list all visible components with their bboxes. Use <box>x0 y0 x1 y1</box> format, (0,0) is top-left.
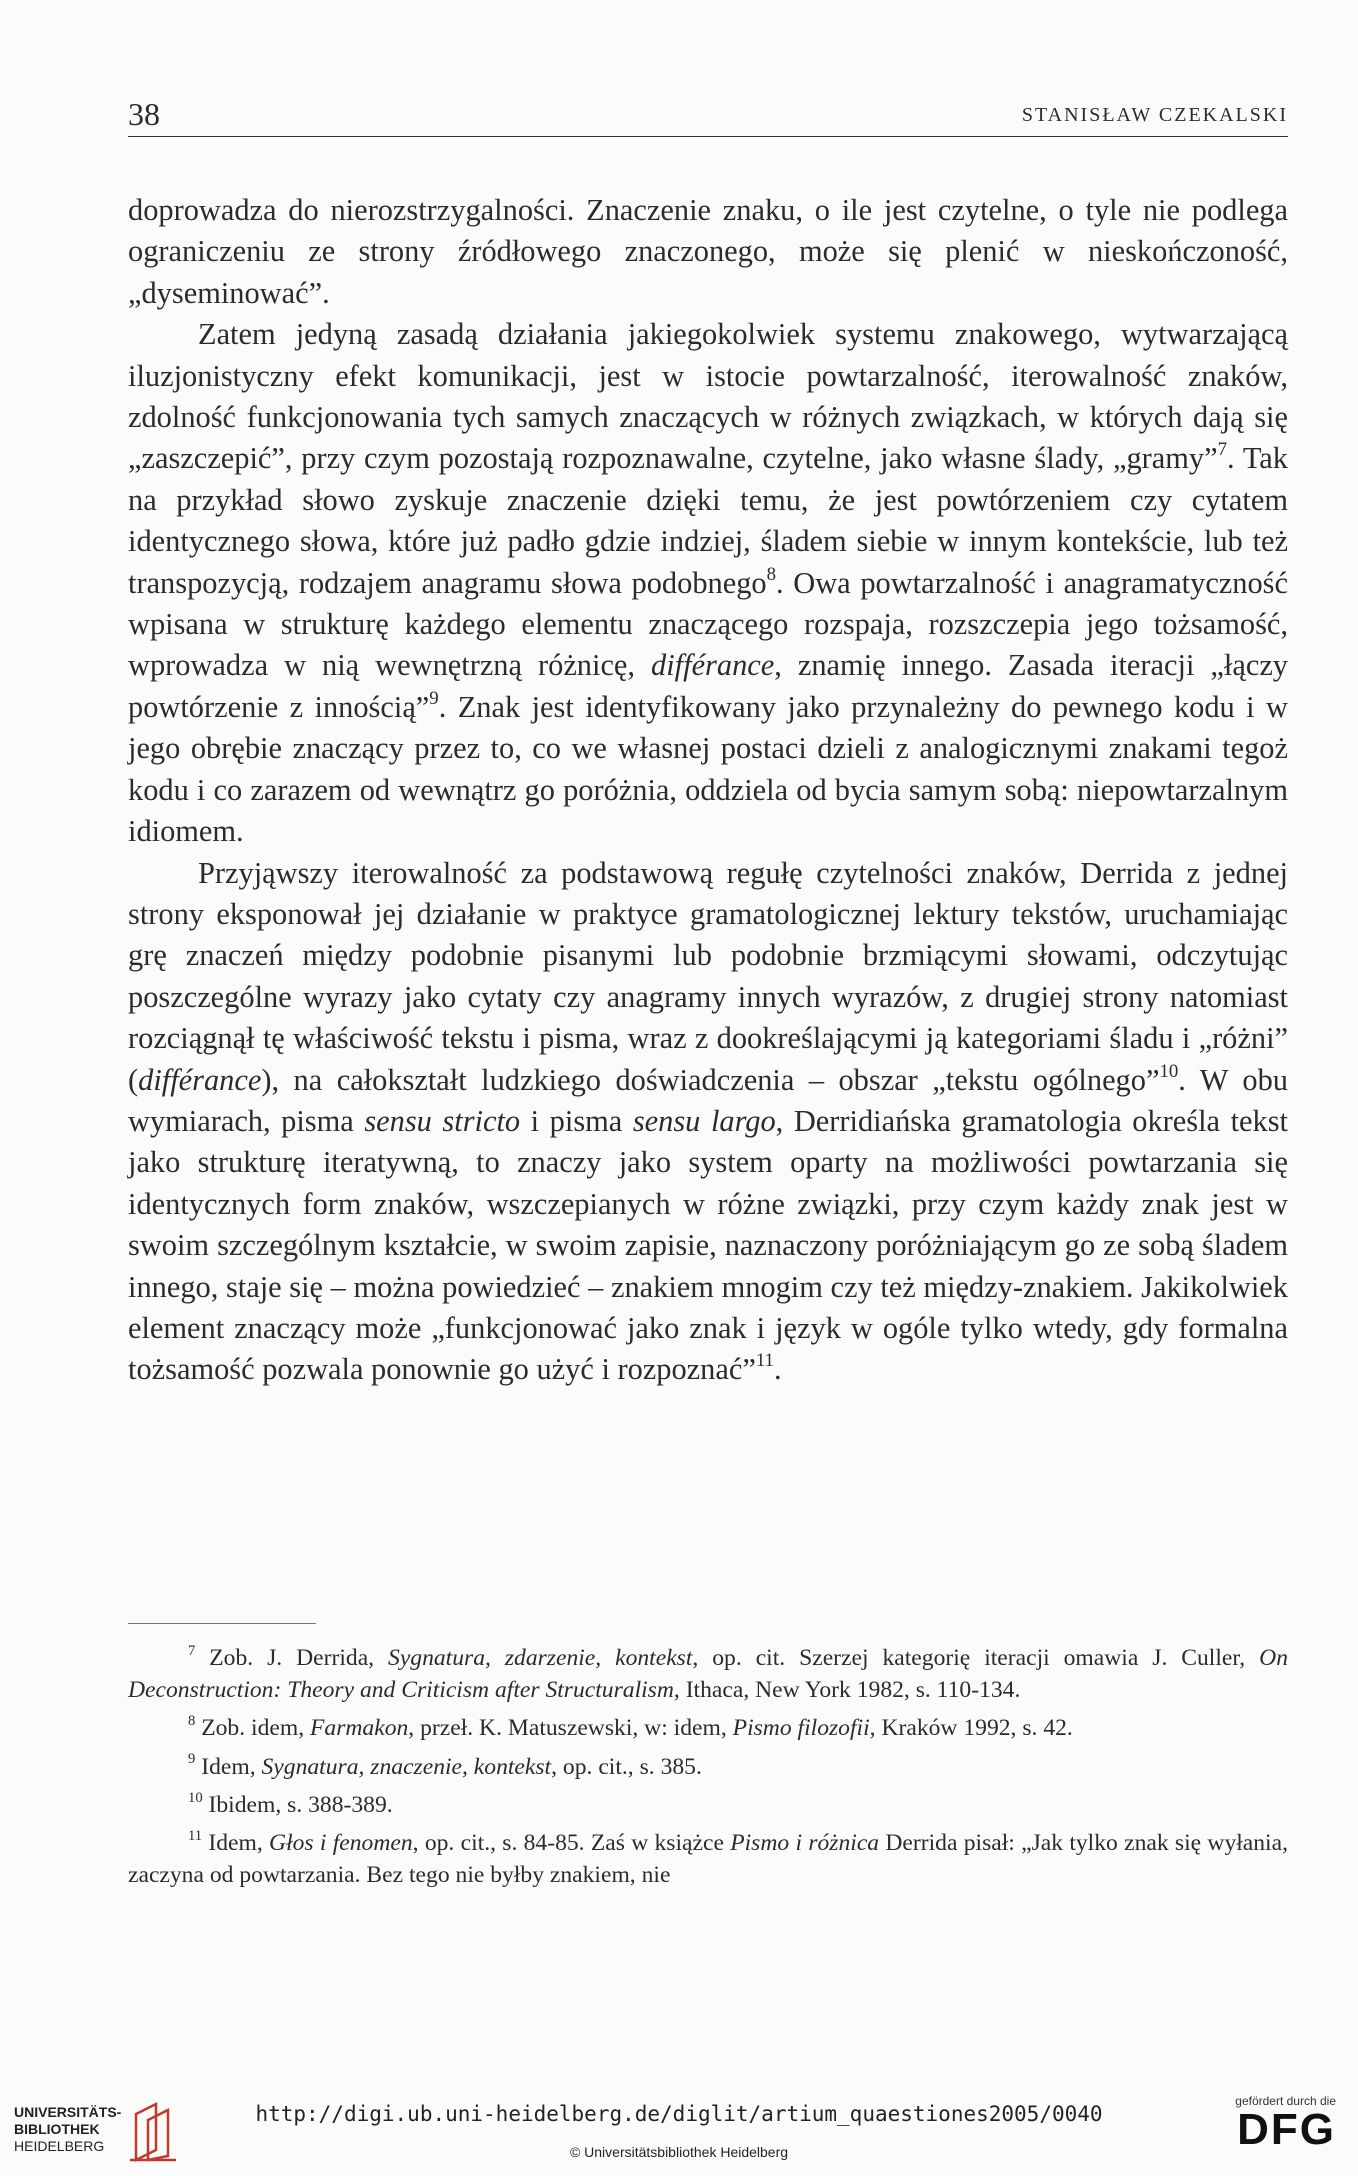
text-run: , Derridiańska gramatologia określa tekst jako strukturę iteratywną, to znaczy jako system oparty na możliwości powtarzania się identycznych form znaków, wszczepianych w różne związki, przy czym każdy znak jest w swoim szczególnym kształcie, w swoim zapisie, naznaczony poróżniającym go ze sobą śladem innego, staje się – można powiedzieć – znakiem mnogim czy też między-znakiem. Jakikolwiek element znaczący może „funkcjonować jako znak i język w ogóle tylko wtedy, gdy formalna tożsamość pozwala ponownie go użyć i rozpoznać” <box>128 1103 1288 1387</box>
text-run: Przyjąwszy iterowalność za podstawową regułę czytelności znaków, Derrida z jednej strony eksponował jej działanie w praktyce gramatologicznej lektury tekstów, uruchamiając grę znaczeń między podobnie pisanymi lub podobnie brzmiącymi słowami, odczytując poszczególne wyrazy jako cytaty czy anagramy innych wyrazów, z drugiej strony natomiast rozciągnął tę właściwość tekstu i pisma, wraz z dookreślającymi ją kategoriami śladu i „różni” ( <box>128 855 1288 1097</box>
digital-library-url[interactable]: http://digi.ub.uni-heidelberg.de/diglit/artium_quaestiones2005/0040 <box>255 2102 1103 2126</box>
italic-text: sensu stricto <box>364 1103 521 1138</box>
footnote-divider <box>128 1623 316 1624</box>
footnote <box>128 1712 1288 1744</box>
text-run: , op. cit. Szerzej kategorię iteracji omawia J. Culler, <box>692 1645 1260 1671</box>
italic-text: Farmakon <box>310 1715 409 1742</box>
text-run: , znamię innego. Zasada iteracji „łączy powtórzenie z innością” <box>128 648 1289 724</box>
text-run: doprowadza do nierozstrzygalności. Znaczenie znaku, o ile jest czytelne, o tyle nie podlega ograniczeniu ze strony źródłowego znaczonego, może się plenić w nieskończoność, „dyseminować”. <box>128 193 1288 310</box>
copyright-notice: © Universitätsbibliothek Heidelberg <box>569 2144 789 2160</box>
text-run: . Znak jest identyfikowany jako przynależny do pewnego kodu i w jego obrębie znaczący przez to, co we własnej postaci dzieli z analogicznymi znakami tegoż kodu i co zarazem od wewnątrz go poróżnia, oddziela od bycia samym sobą: niepowtarzalnym idiomem. <box>128 689 1288 849</box>
footnote <box>128 1751 1288 1783</box>
footnote-ref: 8 <box>766 563 777 585</box>
footnote-ref: 10 <box>1159 1060 1179 1082</box>
footnote-ref: 7 <box>1217 439 1228 461</box>
text-run: Ibidem, s. 388-389. <box>202 1791 393 1818</box>
text-run: . W obu wymiarach, pisma <box>128 1062 1288 1138</box>
text-run: Idem, <box>195 1753 262 1780</box>
running-head: STANISŁAW CZEKALSKI <box>1021 104 1288 126</box>
italic-text: Pismo i różnica <box>730 1830 880 1857</box>
footnote-ref: 9 <box>429 687 439 709</box>
university-library-logo[interactable]: UNIVERSITÄTS- BIBLIOTHEK HEIDELBERG <box>14 2104 194 2168</box>
footnotes <box>128 1642 1288 1897</box>
text-run: , Ithaca, New York 1982, s. 110-134. <box>673 1677 1021 1704</box>
footnote <box>128 1642 1288 1706</box>
italic-text: différance <box>651 648 775 683</box>
text-run: . Owa powtarzalność i anagramatyczność wpisana w strukturę każdego elementu znaczącego rozspaja, rozszczepia jego tożsamość, wprowadza w nią wewnętrzną różnicę, <box>128 565 1289 683</box>
text-run: ), na całokształt ludzkiego doświadczenia – obszar „tekstu ogólnego” <box>261 1062 1160 1097</box>
italic-text: Pismo filozofii <box>732 1715 870 1742</box>
text-run: , op. cit., s. 385. <box>551 1753 702 1780</box>
footer <box>0 2080 1358 2176</box>
paragraph <box>128 190 1288 314</box>
footnote-ref: 8 <box>188 1713 196 1730</box>
footnote-ref: 7 <box>188 1642 196 1659</box>
italic-text: Głos i fenomen <box>269 1830 413 1857</box>
footnote-ref: 9 <box>188 1751 196 1768</box>
italic-text: différance <box>138 1062 262 1097</box>
text-run: . Tak na przykład słowo zyskuje znaczenie dzięki temu, że jest powtórzeniem czy cytatem identycznego słowa, które już padło gdzie indziej, śladem siebie w innym kontekście, lub też transpozycją, rodzajem anagramu słowa podobnego <box>128 441 1288 600</box>
italic-text: sensu largo <box>632 1103 776 1138</box>
italic-text: Sygnatura, znaczenie, kontekst <box>261 1753 552 1780</box>
italic-text: On Deconstruction: Theory and Criticism after Structuralism <box>128 1645 1288 1704</box>
page-header <box>128 96 1288 137</box>
footnote-ref: 11 <box>188 1827 203 1844</box>
footnote <box>128 1827 1288 1891</box>
text-run: , op. cit., s. 84-85. Zaś w książce <box>412 1830 731 1857</box>
text-run: , przeł. K. Matuszewski, w: idem, <box>408 1715 733 1742</box>
text-run: . <box>773 1352 782 1387</box>
text-run: Zob. idem, <box>195 1715 310 1742</box>
text-run: Zob. J. Derrida, <box>195 1645 389 1671</box>
footnote <box>128 1789 1288 1821</box>
paragraph <box>128 853 1288 1391</box>
footnote-ref: 10 <box>188 1789 203 1806</box>
text-run: i pisma <box>520 1103 633 1138</box>
text-run: Idem, <box>202 1830 270 1857</box>
text-run: Zatem jedyną zasadą działania jakiegokolwiek systemu znakowego, wytwarzającą iluzjonistyczny efekt komunikacji, jest w istocie powtarzalność, iterowalność znaków, zdolność funkcjonowania tych samych znaczących w różnych związkach, w których dają się „zaszczepić”, przy czym pozostają rozpoznawalne, czytelne, jako własne ślady, „gramy” <box>128 317 1288 476</box>
dfg-logo[interactable]: gefördert durch die DFG <box>1235 2094 1336 2154</box>
text-run: , Kraków 1992, s. 42. <box>869 1715 1073 1742</box>
italic-text: Sygnatura, zdarzenie, kontekst <box>388 1645 693 1671</box>
text-run: Derrida pisał: „Jak tylko znak się wyłania, zaczyna od powtarzania. Bez tego nie byłby znakiem, nie <box>128 1830 1288 1889</box>
footnote-ref: 11 <box>755 1350 774 1372</box>
main-text <box>128 190 1288 1391</box>
paragraph <box>128 314 1288 852</box>
page-number: 38 <box>128 96 160 132</box>
